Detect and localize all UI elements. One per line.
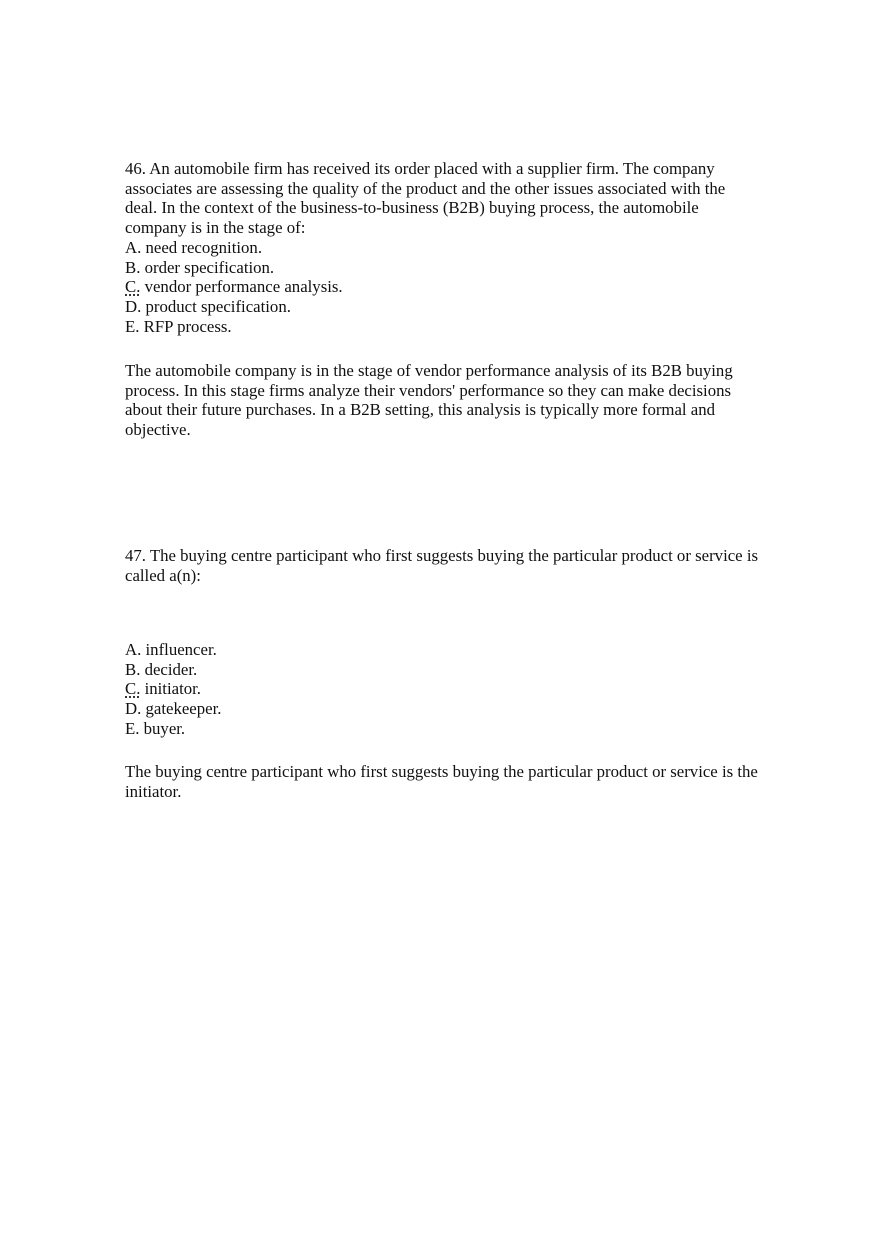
- stem-line: company is in the stage of:: [125, 218, 306, 238]
- option-letter: A.: [125, 238, 142, 257]
- question-46-options: [125, 238, 785, 337]
- option-letter: E.: [125, 718, 140, 738]
- option-text: product specification.: [141, 297, 291, 317]
- option-c: [125, 679, 785, 699]
- option-d: [125, 699, 785, 719]
- explanation-line: process. In this stage firms analyze their vendors' performance so they can make decisions: [125, 380, 732, 400]
- option-text: influencer.: [141, 640, 217, 659]
- explanation-line: objective.: [125, 420, 191, 440]
- question-46-explanation: [125, 361, 785, 440]
- question-47-options: [125, 640, 785, 739]
- explanation-line: initiator.: [125, 781, 182, 801]
- stem-line: 47. The buying centre participant who first suggests buying the particular product or service is: [125, 546, 759, 565]
- option-e: [125, 719, 785, 739]
- question-46-stem: [125, 159, 785, 238]
- option-text: need recognition.: [141, 238, 263, 257]
- option-letter: B.: [125, 257, 141, 277]
- option-e: [125, 317, 785, 337]
- correct-option-letter: C.: [125, 277, 141, 297]
- question-47-explanation: [125, 762, 785, 801]
- option-b: [125, 258, 785, 278]
- option-letter: B.: [125, 659, 141, 679]
- option-text: order specification.: [140, 257, 275, 277]
- option-text: RFP process.: [139, 316, 232, 336]
- option-text: buyer.: [139, 718, 186, 738]
- option-text: initiator.: [140, 679, 201, 699]
- option-letter: D.: [125, 297, 142, 317]
- option-b: [125, 660, 785, 680]
- option-text: vendor performance analysis.: [140, 277, 343, 297]
- option-text: decider.: [140, 659, 198, 679]
- option-d: [125, 297, 785, 317]
- option-text: gatekeeper.: [141, 699, 222, 719]
- correct-option-letter: C.: [125, 679, 141, 699]
- option-letter: E.: [125, 316, 140, 336]
- stem-line: called a(n):: [125, 565, 201, 585]
- explanation-line: about their future purchases. In a B2B setting, this analysis is typically more formal and: [125, 400, 716, 420]
- stem-line: associates are assessing the quality of the product and the other issues associated with the: [125, 178, 726, 198]
- explanation-line: The automobile company is in the stage of vendor performance analysis of its B2B buying: [125, 361, 733, 380]
- option-letter: A.: [125, 640, 142, 659]
- explanation-line: The buying centre participant who first suggests buying the particular product or service is the: [125, 762, 758, 781]
- stem-line: 46. An automobile firm has received its order placed with a supplier firm. The company: [125, 159, 715, 178]
- option-letter: D.: [125, 699, 142, 719]
- question-47-stem: [125, 546, 785, 585]
- stem-line: deal. In the context of the business-to-business (B2B) buying process, the automobile: [125, 198, 699, 218]
- option-a: [125, 238, 785, 258]
- option-a: [125, 640, 785, 660]
- option-c: [125, 277, 785, 297]
